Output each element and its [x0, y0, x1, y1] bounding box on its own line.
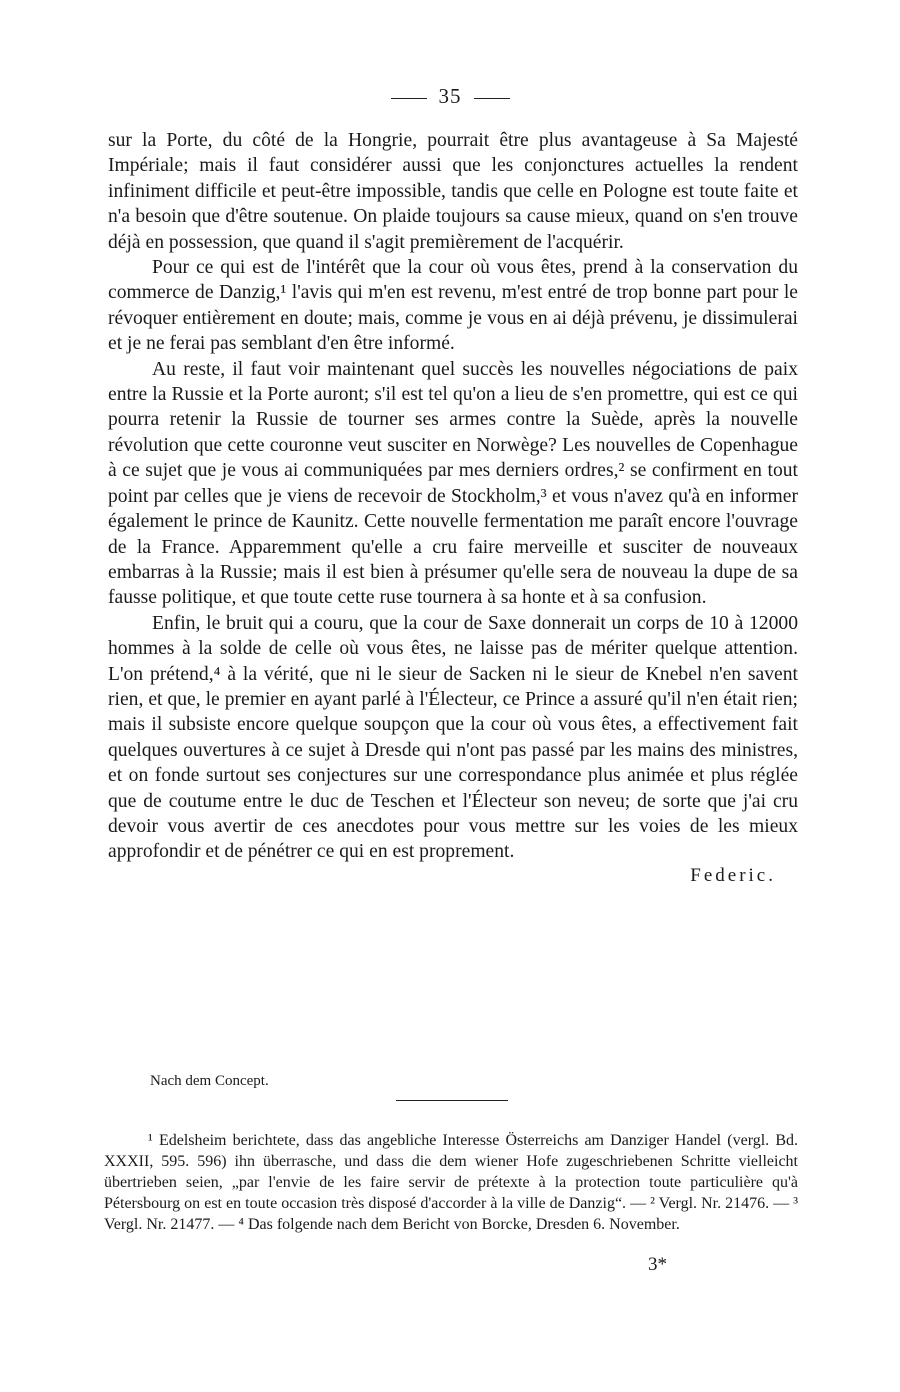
- footnote-text: ¹ Edelsheim berichtete, dass das angebliche Interesse Österreichs am Danziger Handel (vergl. Bd. XXXII, 595. 596) ihn überrasche, und dass die dem wiener Hofe zugeschriebenen Schritte vielleicht übertrieben seien, „par l'envie de les faire servir de prétexte à la protection toute particulière qu'à Pétersbourg on est en toute occasion très disposé d'accorder à la ville de Danzig“. — ² Vergl. Nr. 21476. — ³ Vergl. Nr. 21477. — ⁴ Das folgende nach dem Bericht von Borcke, Dresden 6. November.: [104, 1132, 798, 1233]
- paragraph-4: Enfin, le bruit qui a couru, que la cour de Saxe donnerait un corps de 10 à 12000 hommes à la solde de celle où vous êtes, ne laisse pas de mériter quelque attention. L'on prétend,⁴ à la vérité, que ni le sieur de Sacken ni le sieur de Knebel n'en savent rien, et que, le premier en ayant parlé à l'Électeur, ce Prince a assuré qu'il n'en était rien; mais il subsiste encore quelque soupçon que la cour où vous êtes, a effectivement fait quelques ouvertures à ce sujet à Dresde qui n'ont pas passé par les mains des ministres, et on fonde surtout ses conjectures sur une correspondance plus animée et plus réglée que de coutume entre le duc de Teschen et l'Électeur son neveu; de sorte que j'ai cru devoir vous avertir de ces anecdotes pour vous mettre sur les voies de les mieux approfondir et de pénétrer ce qui en est proprement.: [108, 612, 798, 863]
- paragraph-3: Au reste, il faut voir maintenant quel succès les nouvelles négociations de paix entre la Russie et la Porte auront; s'il est tel qu'on a lieu de s'en promettre, qui est ce qui pourra retenir la Russie de tourner ses armes contre la Suède, après la nouvelle révolution que cette couronne veut susciter en Norwège? Les nouvelles de Copenhague à ce sujet que je vous ai communiquées par mes derniers ordres,² se confirment en tout point par celles que je viens de recevoir de Stockholm,³ et vous n'avez qu'à en informer également le prince de Kaunitz. Cette nouvelle fermentation me paraît encore l'ouvrage de la France. Apparemment qu'elle a cru faire merveille et susciter de nouveaux embarras à la Russie; mais il est bien à présumer qu'elle sera de nouveau la dupe de sa fausse politique, et que toute cette ruse tournera à sa honte et à sa confusion.: [108, 358, 798, 609]
- letter-body: [108, 128, 798, 893]
- page-number: 35: [438, 84, 462, 108]
- source-note: Nach dem Concept.: [150, 1073, 269, 1089]
- header-rule-right: [474, 98, 510, 99]
- footnotes: [104, 1130, 798, 1235]
- paragraph-1: sur la Porte, du côté de la Hongrie, pourrait être plus avantageuse à Sa Majesté Impériale; mais il faut considérer aussi que les conjonctures actuelles la rendent infiniment difficile et peut-être impossible, tandis que celle en Pologne est toute faite et n'a besoin que d'être soutenue. On plaide toujours sa cause mieux, quand on s'en trouve déjà en possession, que quand il s'agit premièrement de l'acquérir.: [108, 130, 798, 253]
- header-rule-left: [391, 98, 427, 99]
- signature-row: [108, 864, 798, 893]
- signature: Federic.: [690, 864, 776, 886]
- page-header: [0, 84, 900, 109]
- footnote-divider: [396, 1100, 508, 1101]
- signature-mark: 3*: [648, 1254, 667, 1275]
- paragraph-2: Pour ce qui est de l'intérêt que la cour où vous êtes, prend à la conservation du commerce de Danzig,¹ l'avis qui m'en est revenu, m'est entré de trop bonne part pour le révoquer entièrement en doute; mais, comme je vous en ai déjà prévenu, je dissimulerai et je ne ferai pas semblant d'en être informé.: [108, 257, 798, 355]
